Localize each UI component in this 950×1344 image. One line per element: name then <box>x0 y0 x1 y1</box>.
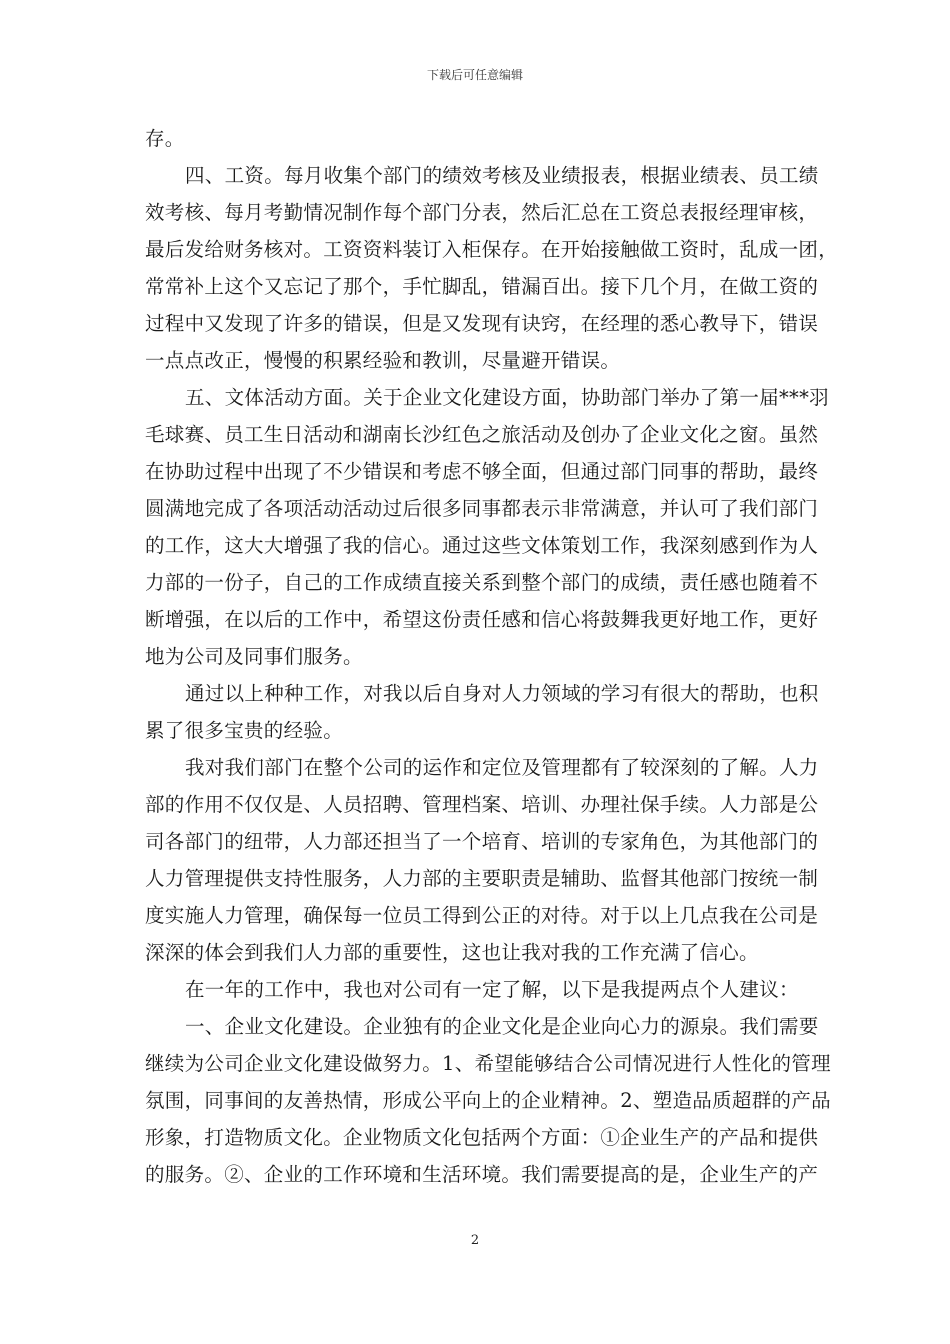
text-line: 在协助过程中出现了不少错误和考虑不够全面，但通过部门同事的帮助，最终 <box>145 460 819 483</box>
text-line: 常常补上这个又忘记了那个，手忙脚乱，错漏百出。接下几个月，在做工资的 <box>145 275 819 298</box>
text-line: 力部的一份子，自己的工作成绩直接关系到整个部门的成绩，责任感也随着不 <box>145 571 819 594</box>
paragraph-start: 五、文体活动方面。关于企业文化建设方面，协助部门举办了第一届***羽 <box>185 386 829 409</box>
paragraph-start: 我对我们部门在整个公司的运作和定位及管理都有了较深刻的了解。人力 <box>185 756 819 779</box>
text-line: 深深的体会到我们人力部的重要性，这也让我对我的工作充满了信心。 <box>145 941 759 964</box>
text-line: 人力管理提供支持性服务，人力部的主要职责是辅助、监督其他部门按统一制 <box>145 867 819 890</box>
text-line: 地为公司及同事们服务。 <box>145 645 363 668</box>
text-line: 累了很多宝贵的经验。 <box>145 719 344 742</box>
text-line: 的服务。②、企业的工作环境和生活环境。我们需要提高的是，企业生产的产 <box>145 1163 819 1186</box>
text-line: 圆满地完成了各项活动活动过后很多同事都表示非常满意，并认可了我们部门 <box>145 497 819 520</box>
page-number: 2 <box>470 1233 480 1248</box>
text-line: 的工作，这大大增强了我的信心。通过这些文体策划工作，我深刻感到作为人 <box>145 534 819 557</box>
text-line: 一点点改正，慢慢的积累经验和教训，尽量避开错误。 <box>145 349 621 372</box>
paragraph-start: 一、企业文化建设。企业独有的企业文化是企业向心力的源泉。我们需要 <box>185 1015 819 1038</box>
page-header: 下载后可任意编辑 <box>426 68 523 82</box>
document-body <box>145 120 839 1193</box>
text-line: 毛球赛、员工生日活动和湖南长沙红色之旅活动及创办了企业文化之窗。虽然 <box>145 423 819 446</box>
text-line: 效考核、每月考勤情况制作每个部门分表，然后汇总在工资总表报经理审核， <box>145 201 819 224</box>
text-line: 部的作用不仅仅是、人员招聘、管理档案、培训、办理社保手续。人力部是公 <box>145 793 819 816</box>
text-line: 度实施人力管理，确保每一位员工得到公正的对待。对于以上几点我在公司是 <box>145 904 819 927</box>
paragraph-start: 四、工资。每月收集个部门的绩效考核及业绩报表，根据业绩表、员工绩 <box>185 164 819 187</box>
text-line: 继续为公司企业文化建设做努力。1、希望能够结合公司情况进行人性化的管理 <box>145 1052 831 1075</box>
text-line: 最后发给财务核对。工资资料装订入柜保存。在开始接触做工资时，乱成一团， <box>145 238 839 261</box>
text-line: 司各部门的纽带，人力部还担当了一个培育、培训的专家角色，为其他部门的 <box>145 830 819 853</box>
text-line: 断增强，在以后的工作中，希望这份责任感和信心将鼓舞我更好地工作，更好 <box>145 608 819 631</box>
paragraph-start: 在一年的工作中，我也对公司有一定了解，以下是我提两点个人建议： <box>185 978 799 1001</box>
text-line: 存。 <box>145 127 185 150</box>
paragraph-start: 通过以上种种工作，对我以后自身对人力领域的学习有很大的帮助，也积 <box>185 682 819 705</box>
text-line: 过程中又发现了许多的错误，但是又发现有诀窍，在经理的悉心教导下，错误 <box>145 312 819 335</box>
text-line: 氛围，同事间的友善热情，形成公平向上的企业精神。2、塑造品质超群的产品 <box>145 1089 831 1112</box>
text-line: 形象，打造物质文化。企业物质文化包括两个方面：①企业生产的产品和提供 <box>145 1126 819 1149</box>
